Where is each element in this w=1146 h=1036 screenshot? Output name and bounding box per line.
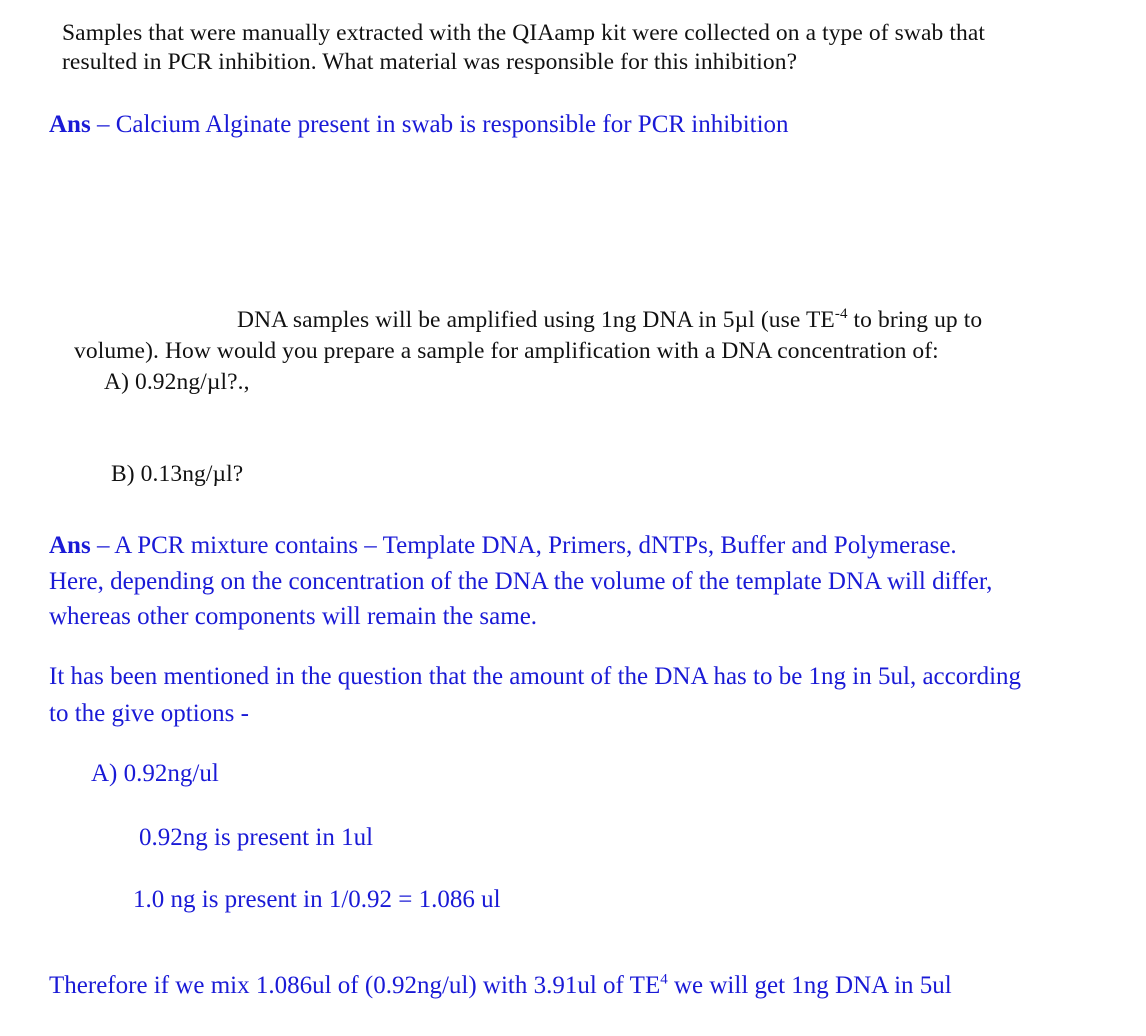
answer1 bbox=[49, 111, 789, 139]
answer1-prefix: Ans bbox=[49, 111, 91, 138]
answer2-option-a: A) 0.92ng/ul bbox=[91, 760, 219, 787]
question2-option-b: B) 0.13ng/µl? bbox=[111, 461, 244, 487]
answer2-conclusion bbox=[49, 972, 952, 1000]
question2-option-a: A) 0.92ng/µl?., bbox=[104, 369, 250, 395]
answer2-line3: whereas other components will remain the same. bbox=[49, 603, 538, 630]
question2-line1-sup: -4 bbox=[834, 306, 848, 323]
answer2-calc1: 0.92ng is present in 1ul bbox=[139, 824, 374, 851]
answer2-conclusion-main: Therefore if we mix 1.086ul of (0.92ng/ul) with 3.91ul of TE bbox=[49, 972, 661, 999]
answer2-conclusion-end: we will get 1ng DNA in 5ul bbox=[667, 972, 952, 999]
answer2-line2: Here, depending on the concentration of the DNA the volume of the template DNA will differ, bbox=[49, 568, 993, 595]
answer2-calc2: 1.0 ng is present in 1/0.92 = 1.086 ul bbox=[133, 886, 501, 913]
question2-line1-end: to bring up to bbox=[847, 307, 983, 333]
answer2-line1 bbox=[49, 532, 957, 560]
answer2-para2-line2: to the give options - bbox=[49, 700, 249, 727]
question1-line2: resulted in PCR inhibition. What material was responsible for this inhibition? bbox=[62, 49, 798, 75]
answer1-text: – Calcium Alginate present in swab is responsible for PCR inhibition bbox=[90, 111, 789, 138]
question1-line1: Samples that were manually extracted with the QIAamp kit were collected on a type of swab that bbox=[62, 20, 985, 46]
question2-line2: volume). How would you prepare a sample for amplification with a DNA concentration of: bbox=[74, 338, 939, 364]
answer2-para2-line1: It has been mentioned in the question that the amount of the DNA has to be 1ng in 5ul, according bbox=[49, 663, 1022, 690]
question2-line1-main: DNA samples will be amplified using 1ng DNA in 5µl (use TE bbox=[237, 307, 835, 333]
answer2-conclusion-sup: 4 bbox=[660, 971, 668, 988]
answer2-prefix: Ans bbox=[49, 532, 91, 559]
question2-line1 bbox=[237, 307, 982, 334]
answer2-line1-text: – A PCR mixture contains – Template DNA, Primers, dNTPs, Buffer and Polymerase. bbox=[90, 532, 957, 559]
